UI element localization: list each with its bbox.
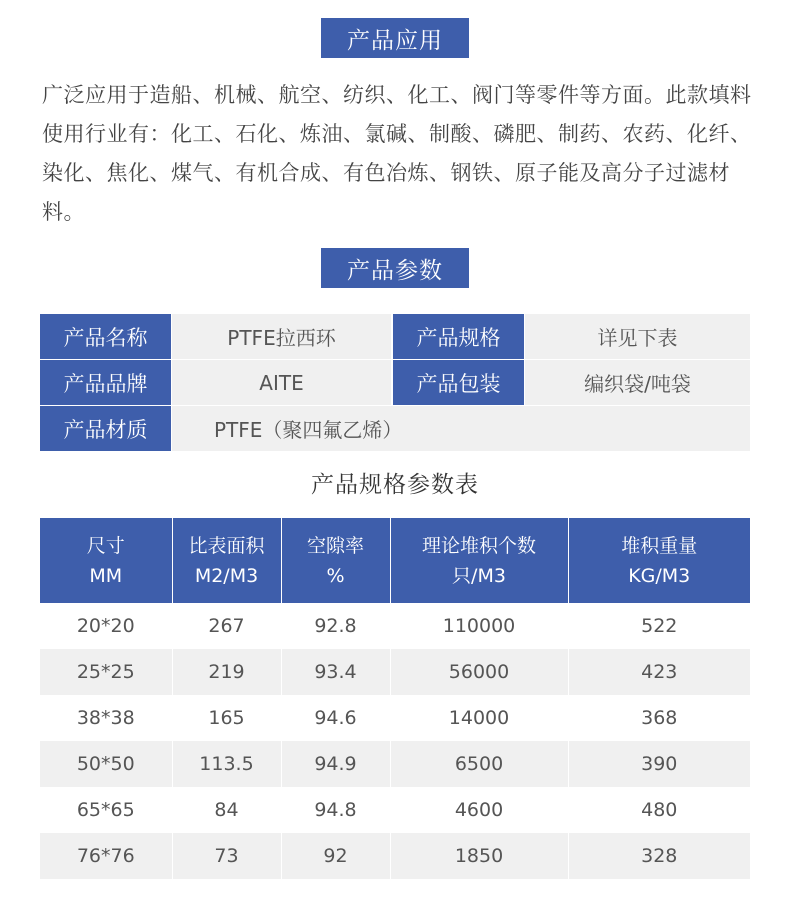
table-cell: 38*38 (40, 695, 172, 741)
spec-table (40, 518, 750, 879)
table-cell: 165 (172, 695, 281, 741)
product-material-label: 产品材质 (40, 406, 171, 451)
table-cell: 219 (172, 649, 281, 695)
table-cell: 92.8 (281, 603, 390, 649)
table-cell: 94.8 (281, 787, 390, 833)
params-row (40, 314, 750, 359)
table-cell: 20*20 (40, 603, 172, 649)
header-line2: 只/M3 (452, 564, 506, 587)
table-cell: 522 (568, 603, 750, 649)
header-line2: M2/M3 (194, 564, 259, 587)
header-line2: KG/M3 (628, 564, 691, 587)
table-cell: 110000 (390, 603, 568, 649)
product-material-value: PTFE（聚四氟乙烯） (172, 406, 750, 451)
table-cell: 4600 (390, 787, 568, 833)
table-cell: 94.6 (281, 695, 390, 741)
table-row (40, 649, 750, 695)
header-line1: 尺寸 (86, 534, 125, 557)
spec-table-title: 产品规格参数表 (311, 472, 479, 498)
header-line1: 比表面积 (188, 534, 265, 557)
header-packing-weight (568, 518, 750, 603)
table-row (40, 603, 750, 649)
table-cell: 93.4 (281, 649, 390, 695)
product-pack-value: 编织袋/吨袋 (525, 360, 750, 405)
params-grid (40, 314, 750, 452)
header-size (40, 518, 172, 603)
table-cell: 94.9 (281, 741, 390, 787)
header-surface-area (172, 518, 281, 603)
table-cell: 1850 (390, 833, 568, 879)
product-spec-value: 详见下表 (525, 314, 750, 359)
header-packing-count (390, 518, 568, 603)
table-cell: 25*25 (40, 649, 172, 695)
table-cell: 92 (281, 833, 390, 879)
table-cell: 56000 (390, 649, 568, 695)
params-section-title: 产品参数 (321, 248, 469, 288)
table-cell: 76*76 (40, 833, 172, 879)
table-row (40, 833, 750, 879)
header-line1: 空隙率 (306, 534, 364, 557)
product-name-value: PTFE拉西环 (172, 314, 391, 359)
table-cell: 14000 (390, 695, 568, 741)
header-line2: MM (89, 564, 123, 587)
product-pack-label: 产品包装 (393, 360, 524, 405)
table-cell: 368 (568, 695, 750, 741)
params-row (40, 406, 750, 451)
header-line2: % (326, 564, 345, 587)
table-cell: 328 (568, 833, 750, 879)
table-cell: 6500 (390, 741, 568, 787)
product-brand-label: 产品品牌 (40, 360, 171, 405)
table-cell: 423 (568, 649, 750, 695)
table-cell: 480 (568, 787, 750, 833)
header-line1: 堆积重量 (621, 534, 698, 557)
product-spec-label: 产品规格 (393, 314, 524, 359)
application-description: 广泛应用于造船、机械、航空、纺织、化工、阀门等零件等方面。此款填料使用行业有：化工、石化、炼油、氯碱、制酸、磷肥、制药、农药、化纤、染化、焦化、煤气、有机合成、有色冶炼、钢铁、原子能及高分子过滤材料。 (42, 83, 752, 224)
table-cell: 73 (172, 833, 281, 879)
table-cell: 267 (172, 603, 281, 649)
table-row (40, 695, 750, 741)
header-void-ratio (281, 518, 390, 603)
table-row (40, 787, 750, 833)
spec-table-header-row (40, 518, 750, 603)
table-cell: 50*50 (40, 741, 172, 787)
params-row (40, 360, 750, 405)
table-cell: 113.5 (172, 741, 281, 787)
table-cell: 65*65 (40, 787, 172, 833)
application-section-title: 产品应用 (321, 18, 469, 58)
table-row (40, 741, 750, 787)
table-cell: 390 (568, 741, 750, 787)
header-line1: 理论堆积个数 (421, 534, 536, 557)
product-brand-value: AITE (172, 360, 391, 405)
table-cell: 84 (172, 787, 281, 833)
product-name-label: 产品名称 (40, 314, 171, 359)
